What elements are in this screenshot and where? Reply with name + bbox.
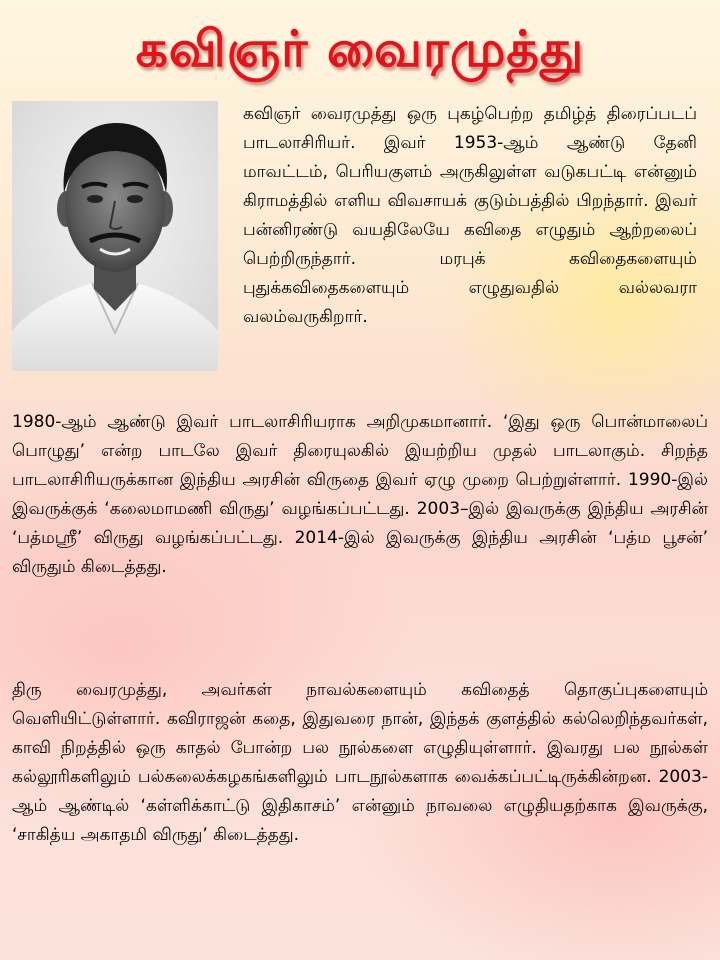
intro-paragraph: கவிஞர் வைரமுத்து ஒரு புகழ்பெற்ற தமிழ்த் திரைப்படப் பாடலாசிரியர். இவர் 1953-ஆம் ஆண்டு தேனி மாவட்டம், பெரியகுளம் அருகிலுள்ள வடுகபட்டி என்னும் கிராமத்தில் எளிய விவசாயக் குடும்பத்தில் பிறந்தார். இவர் பன்னிரண்டு வயதிலேயே கவிதை எழுதும் ஆற்றலைப் பெற்றிருந்தார். மரபுக் கவிதைகளையும் புதுக்கவிதைகளையும் எழுதுவதில் வல்லவரா வலம்வருகிறார்.	[243, 104, 697, 327]
page-title: கவிஞர் வைரமுத்து	[135, 20, 585, 78]
works-paragraph: திரு வைரமுத்து, அவர்கள் நாவல்களையும் கவிதைத் தொகுப்புகளையும் வெளியிட்டுள்ளார். கவிராஜன் கதை, இதுவரை நான், இந்தக் குளத்தில் கல்லெறிந்தவர்கள், காவி நிறத்தில் ஒரு காதல் போன்ற பல நூல்களை எழுதியுள்ளார். இவரது பல நூல்கள் கல்லூரிகளிலும் பல்கலைக்கழகங்களிலும் பாடநூல்களாக வைக்கப்பட்டிருக்கின்றன. 2003-ஆம் ஆண்டில் ‘கள்ளிக்காட்டு இதிகாசம்’ என்னும் நாவலை எழுதியதற்காக இவருக்கு, ‘சாகித்ய அகாதமி விருது’ கிடைத்தது.	[12, 680, 708, 845]
portrait-photo	[12, 101, 218, 371]
career-paragraph: 1980-ஆம் ஆண்டு இவர் பாடலாசிரியராக அறிமுகமானார். ‘இது ஒரு பொன்மாலைப் பொழுது’ என்ற பாடலே இவர் திரையுலகில் இயற்றிய முதல் பாடலாகும். சிறந்த பாடலாசிரியருக்கான இந்திய அரசின் விருதை இவர் ஏழு முறை பெற்றுள்ளார். 1990-இல் இவருக்குக் ‘கலைமாமணி விருது’ வழங்கப்பட்டது. 2003–இல் இவருக்கு இந்திய அரசின் ‘பத்மஸ்ரீ’ விருது வழங்கப்பட்டது. 2014-இல் இவருக்கு இந்திய அரசின் ‘பத்ம பூசன்’ விருதும் கிடைத்தது.	[12, 412, 708, 577]
portrait-image	[12, 101, 218, 371]
